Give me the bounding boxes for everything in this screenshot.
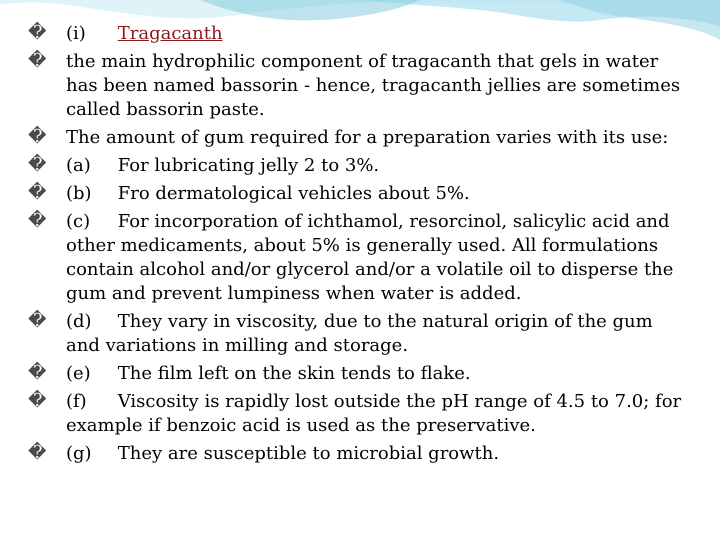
bullet-item-f — [28, 390, 688, 438]
item-text: For lubricating jelly 2 to 3%. — [117, 155, 380, 176]
bullet-item-e — [28, 362, 688, 386]
bullet-icon: � — [28, 126, 47, 147]
bullet-item-b — [28, 182, 688, 206]
item-text: the main hydrophilic component of tragacanth that gels in water has been named bassorin - hence, tragacanth jellies are sometimes called bassorin paste. — [66, 51, 681, 120]
bullet-item-bassorin — [28, 50, 688, 122]
bullet-item-c — [28, 210, 688, 306]
slide-content — [28, 22, 688, 470]
bullet-icon: � — [28, 310, 47, 331]
bullet-icon: � — [28, 210, 47, 231]
bullet-item-g — [28, 442, 688, 466]
bullet-item-a — [28, 154, 688, 178]
bullet-icon: � — [28, 390, 47, 411]
item-label: (b) — [66, 183, 92, 204]
bullet-item-d — [28, 310, 688, 358]
bullet-icon: � — [28, 154, 47, 175]
item-text: The amount of gum required for a preparation varies with its use: — [66, 127, 669, 148]
item-label: (e) — [66, 363, 91, 384]
item-text: They are susceptible to microbial growth. — [117, 443, 500, 464]
item-text: Fro dermatological vehicles about 5%. — [117, 183, 470, 204]
item-label: (a) — [66, 155, 91, 176]
item-text: For incorporation of ichthamol, resorcinol, salicylic acid and other medicaments, about 5% is generally used. All formulations contain alcohol and/or glycerol and/or a volatile oil to disperse the gum and prevent lumpiness when water is added. — [66, 211, 674, 304]
item-label: (c) — [66, 211, 91, 232]
item-label: (g) — [66, 443, 92, 464]
item-label: (d) — [66, 311, 92, 332]
bullet-icon: � — [28, 362, 47, 383]
bullet-item-gum-amount — [28, 126, 688, 150]
bullet-icon: � — [28, 50, 47, 71]
section-title: Tragacanth — [117, 23, 223, 44]
item-text: Viscosity is rapidly lost outside the pH range of 4.5 to 7.0; for example if benzoic acid is used as the preservative. — [66, 391, 682, 436]
item-label: (i) — [66, 23, 86, 44]
item-text: The film left on the skin tends to flake. — [117, 363, 471, 384]
bullet-icon: � — [28, 22, 47, 43]
bullet-icon: � — [28, 182, 47, 203]
bullet-item-tragacanth — [28, 22, 688, 46]
item-label: (f) — [66, 391, 87, 412]
item-text: They vary in viscosity, due to the natural origin of the gum and variations in milling and storage. — [66, 311, 653, 356]
bullet-icon: � — [28, 442, 47, 463]
